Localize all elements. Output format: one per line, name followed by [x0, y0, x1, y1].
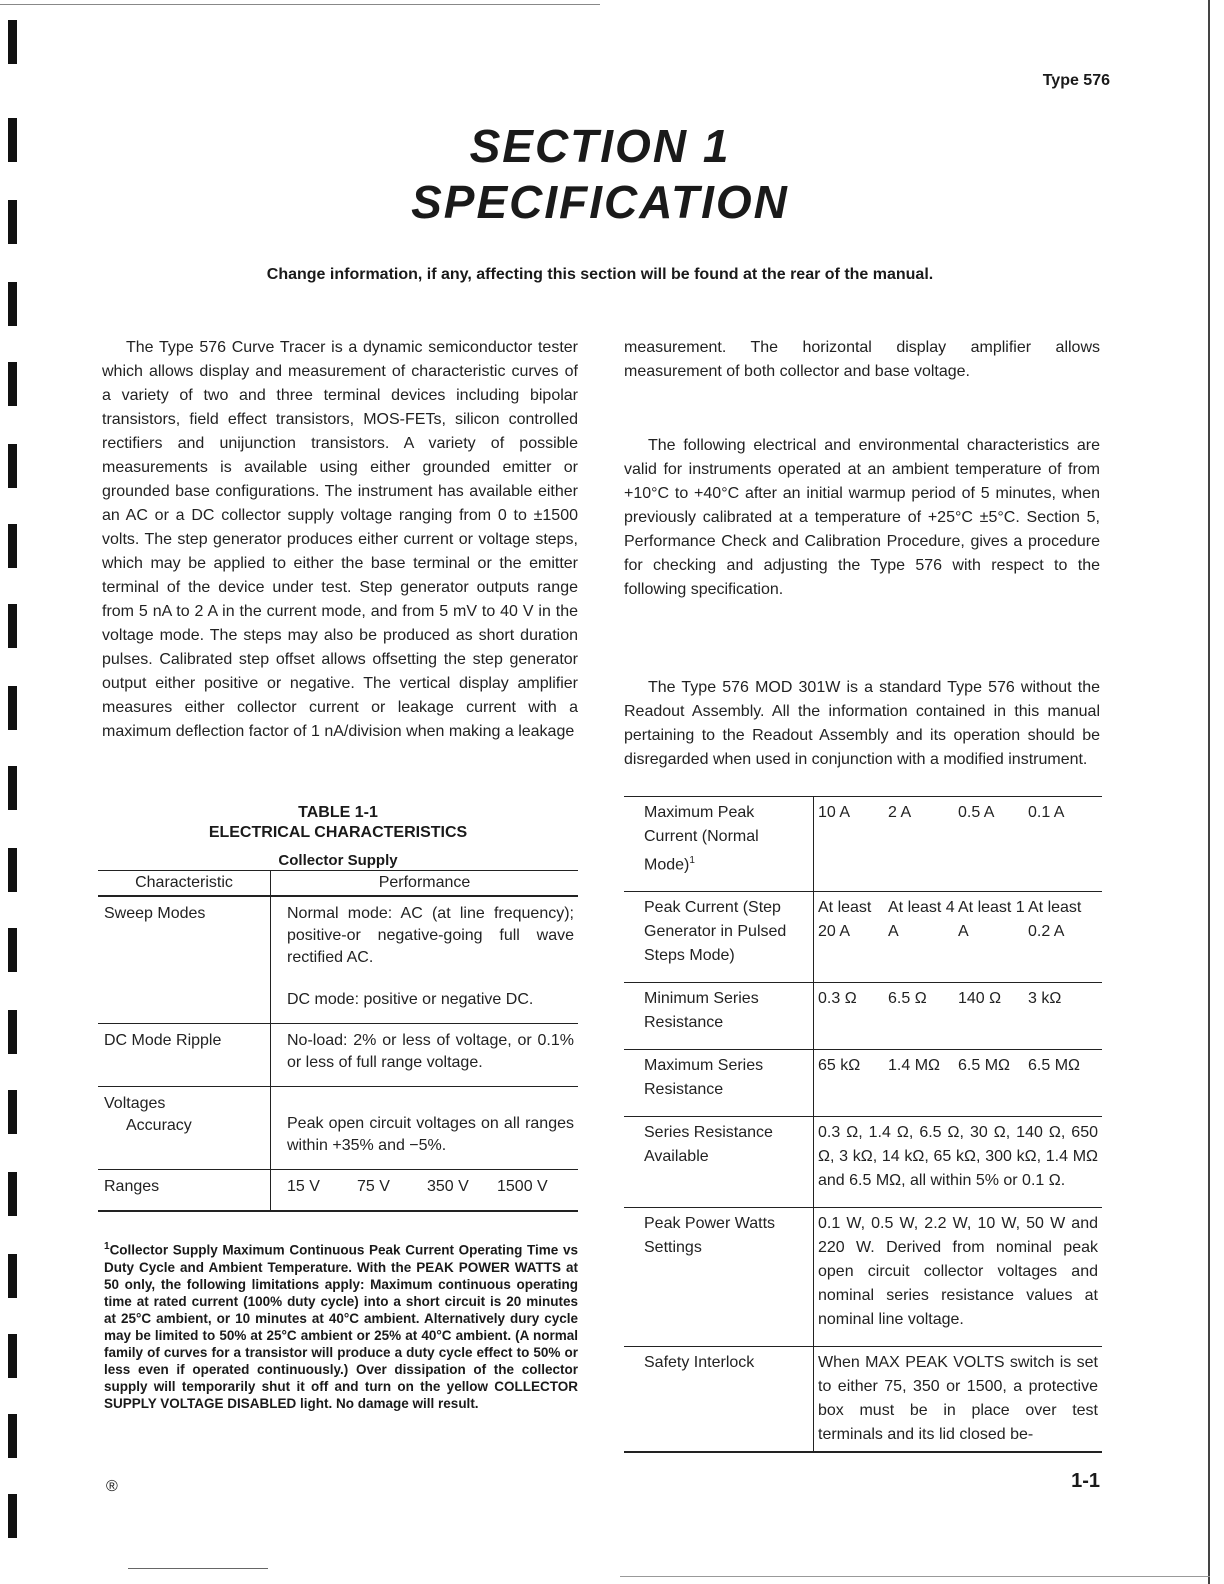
- table-row: [98, 1170, 578, 1212]
- binder-mark: [8, 848, 17, 892]
- binder-mark: [8, 766, 17, 810]
- value-cell: At least 0.2 A: [1028, 899, 1082, 941]
- binder-mark: [8, 1494, 17, 1538]
- row-value-dc-ripple: No-load: 2% or less of voltage, or 0.1% or less of full range voltage.: [271, 1024, 579, 1087]
- footnote: [104, 1238, 578, 1412]
- table-title: ELECTRICAL CHARACTERISTICS: [208, 824, 468, 841]
- binder-mark: [8, 20, 17, 64]
- value-cell: 140 Ω: [958, 990, 1002, 1008]
- row-value-min-series: [814, 983, 1103, 1050]
- value-cell: 6.5 MΩ: [958, 1057, 1010, 1075]
- row-value-peak-power: 0.1 W, 0.5 W, 2.2 W, 10 W, 50 W and 220 W. Derived from nominal peak open circuit collector voltages and nominal series resistance values at nominal line voltage.: [814, 1208, 1103, 1347]
- range-value: 15 V: [287, 1178, 320, 1195]
- value-cell: At least 20 A: [818, 899, 872, 941]
- table-row: [98, 1024, 578, 1087]
- right-edge-rule: [1208, 0, 1210, 1584]
- sweep-dc-mode: DC mode: positive or negative DC.: [287, 991, 534, 1008]
- row-value-series-available: 0.3 Ω, 1.4 Ω, 6.5 Ω, 30 Ω, 140 Ω, 650 Ω, 3 kΩ, 14 kΩ, 65 kΩ, 300 kΩ, 1.4 MΩ and 6.5 MΩ, all within 5% or 0.1 Ω.: [814, 1117, 1103, 1208]
- footnote-mark: 1: [104, 1241, 110, 1252]
- row-value-sweep-modes: [271, 896, 579, 1024]
- bottom-rule-left: [128, 1568, 268, 1569]
- binder-mark: [8, 1172, 17, 1216]
- environment-paragraph: The following electrical and environmental characteristics are valid for instruments operated at an ambient temperature of from +10°C to +40°C after an initial warmup period of 5 minutes, when previously calibrated at a temperature of +25°C ±5°C. Section 5, Performance Check and Calibration Procedure, gives a procedure for checking and adjusting the Type 576 with respect to the following specification.: [624, 437, 1100, 598]
- value-cell: At least 4 A: [888, 899, 955, 941]
- binder-mark: [8, 1010, 17, 1054]
- section-title-line1: SECTION 1: [469, 120, 731, 172]
- voltages-label: Voltages: [104, 1095, 166, 1112]
- row-label-max-series: Maximum Series Resistance: [624, 1050, 814, 1117]
- row-label-peak-power: Peak Power Watts Settings: [624, 1208, 814, 1347]
- value-cell: 10 A: [818, 804, 851, 821]
- value-cell: At least 1 A: [958, 899, 1025, 941]
- table-row: [98, 1087, 578, 1170]
- table-header-row: [98, 871, 578, 897]
- binder-mark: [8, 524, 17, 568]
- value-cell: 0.5 A: [958, 804, 995, 821]
- section-title-line2: SPECIFICATION: [411, 176, 789, 228]
- collector-supply-table: [98, 870, 578, 1212]
- row-label-peak-pulsed: Peak Current (Step Generator in Pulsed Steps Mode): [624, 892, 814, 983]
- range-value: 75 V: [357, 1178, 390, 1195]
- section-title: [300, 118, 900, 230]
- table-row: [624, 892, 1102, 983]
- page-type-label: Type 576: [1042, 72, 1110, 89]
- range-value: 350 V: [427, 1178, 469, 1195]
- row-label-dc-ripple: DC Mode Ripple: [98, 1024, 271, 1087]
- table-row: [624, 797, 1102, 892]
- column-header-performance: Performance: [271, 871, 579, 897]
- top-rule: [0, 4, 600, 5]
- row-value-ranges: [271, 1170, 579, 1212]
- table-row: [624, 1117, 1102, 1208]
- value-cell: 1.4 MΩ: [888, 1057, 940, 1075]
- page-number: 1-1: [1071, 1470, 1100, 1492]
- value-cell: 3 kΩ: [1028, 990, 1062, 1008]
- row-label-sweep-modes: Sweep Modes: [98, 896, 271, 1024]
- accuracy-label: Accuracy: [126, 1117, 192, 1134]
- column-header-characteristic: Characteristic: [98, 871, 271, 897]
- value-cell: 6.5 Ω: [888, 990, 927, 1008]
- binder-mark: [8, 200, 17, 244]
- row-label-min-series: Minimum Series Resistance: [624, 983, 814, 1050]
- binder-mark: [8, 1254, 17, 1298]
- binder-mark: [8, 1334, 17, 1378]
- binder-mark: [8, 686, 17, 730]
- binder-mark: [8, 1090, 17, 1134]
- row-value-max-peak: [814, 797, 1103, 892]
- value-cell: 2 A: [888, 804, 912, 821]
- mod-paragraph: The Type 576 MOD 301W is a standard Type 576 without the Readout Assembly. All the information contained in this manual pertaining to the Readout Assembly and its operation should be disregarded when used in conjunction with a modified instrument.: [624, 679, 1100, 768]
- row-value-max-series: [814, 1050, 1103, 1117]
- table-row: [98, 896, 578, 1024]
- table-row: [624, 1208, 1102, 1347]
- binder-mark: [8, 118, 17, 162]
- intro-paragraph: The Type 576 Curve Tracer is a dynamic semiconductor tester which allows display and measurement of characteristic curves of a variety of two and three terminal devices including bipolar transistors, field effect transistors, MOS-FETs, silicon controlled rectifiers and unijunction transistors. A variety of possible measurements is available using either grounded emitter or grounded base configurations. The instrument has available either an AC or a DC collector supply voltage ranging from 0 to ±1500 volts. The step generator produces either current or voltage steps, which may be applied to either the base terminal or the emitter terminal of the device under test. Step generator outputs range from 5 nA to 2 A in the current mode, and from 5 mV to 40 V in the voltage mode. The steps may also be produced as short duration pulses. Calibrated step offset allows offsetting the step generator output either positive or negative. The vertical display amplifier measures either collector current or leakage current with a maximum deflection factor of 1 nA/division when making a leakage: [102, 339, 578, 740]
- binder-mark: [8, 362, 17, 406]
- footnote-ref: 1: [689, 855, 695, 866]
- table-label: TABLE 1-1: [298, 804, 378, 821]
- bottom-rule-right: [620, 1576, 1210, 1577]
- binder-mark: [8, 928, 17, 972]
- row-value-safety-interlock: When MAX PEAK VOLTS switch is set to either 75, 350 or 1500, a protective box must be in place over test terminals and its lid closed be-: [814, 1347, 1103, 1453]
- intro-continuation: measurement. The horizontal display amplifier allows measurement of both collector and base voltage.: [624, 339, 1100, 380]
- change-note: Change information, if any, affecting this section will be found at the rear of the manual.: [266, 266, 934, 283]
- row-label-max-peak: Maximum Peak Current (Normal Mode)$^1$: [624, 797, 814, 892]
- value-cell: 65 kΩ: [818, 1057, 861, 1075]
- row-value-peak-pulsed: [814, 892, 1103, 983]
- table-row: [624, 983, 1102, 1050]
- publisher-logo: ®: [106, 1478, 118, 1495]
- binder-mark: [8, 604, 17, 648]
- table-subtitle: Collector Supply: [278, 852, 398, 869]
- value-cell: 6.5 MΩ: [1028, 1057, 1080, 1075]
- row-value-accuracy: Peak open circuit voltages on all ranges within +35% and −5%.: [271, 1087, 579, 1170]
- sweep-normal-mode: Normal mode: AC (at line frequency); positive-or negative-going full wave rectified AC.: [287, 905, 574, 966]
- footnote-text: Collector Supply Maximum Continuous Peak Current Operating Time vs Duty Cycle and Ambient Temperature. With the PEAK POWER WATTS at 50 only, the following limitations apply: Maximum continuous operating time at rated current (100% duty cycle) into a short circuit is 20 minutes at 25°C ambient, or 10 minutes at 40°C ambient. Alternatively dury cycle may be limited to 50% at 25°C ambient or 25% at 40°C ambient. (A normal family of curves for a transistor will produce a duty cycle effect to 50% or less even if operated continuously.) Over dissipation of the collector supply will temporarily shut it off and turn on the yellow COLLECTOR SUPPLY VOLTAGE DISABLED light. No damage will result.: [104, 1242, 578, 1411]
- collector-supply-continued-table: [624, 796, 1102, 1453]
- value-cell: 0.1 A: [1028, 804, 1065, 821]
- table-row: [624, 1050, 1102, 1117]
- binder-mark: [8, 1414, 17, 1458]
- row-label-voltages: [98, 1087, 271, 1170]
- range-value: 1500 V: [497, 1178, 548, 1195]
- value-cell: 0.3 Ω: [818, 990, 857, 1008]
- binder-mark: [8, 444, 17, 488]
- row-label-ranges: Ranges: [98, 1170, 271, 1212]
- row-label-series-available: Series Resistance Available: [624, 1117, 814, 1208]
- table-row: [624, 1347, 1102, 1453]
- row-label-safety-interlock: Safety Interlock: [624, 1347, 814, 1453]
- binder-mark: [8, 282, 17, 326]
